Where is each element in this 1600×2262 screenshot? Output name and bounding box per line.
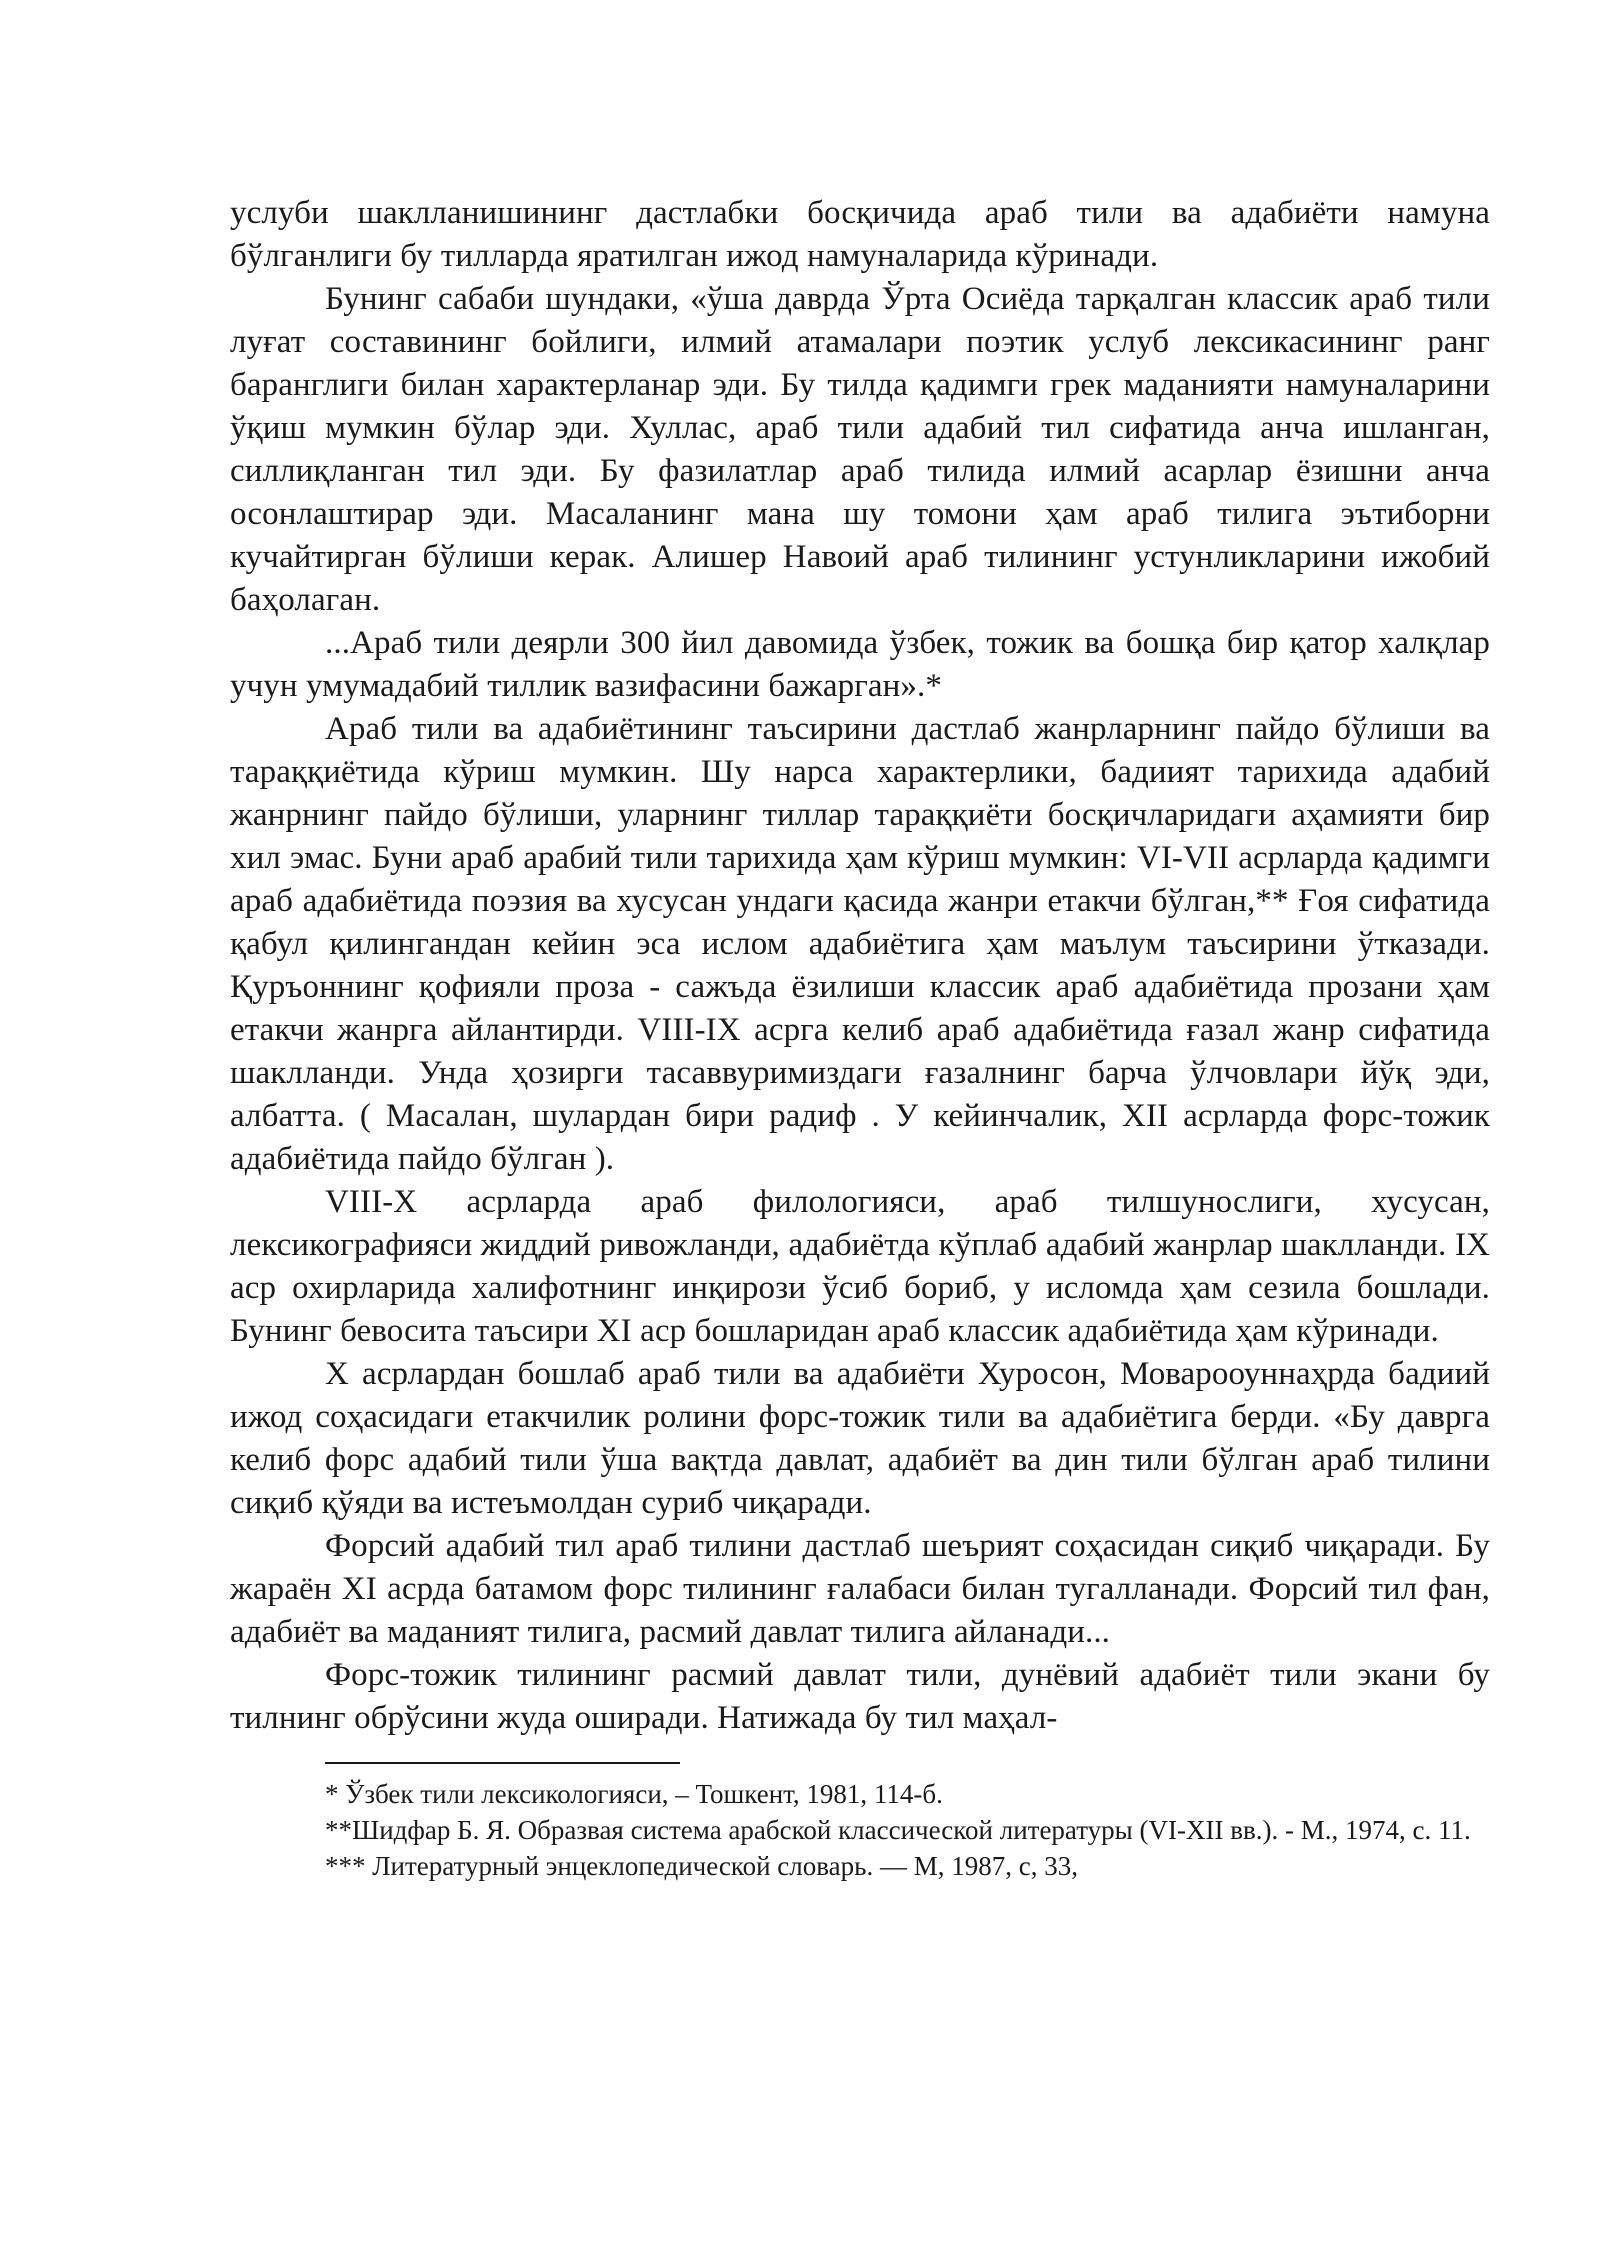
footnote: *** Литературный энцеклопедической словарь. — М, 1987, с, 33, [325, 1851, 1078, 1881]
paragraph: Бунинг сабаби шундаки, «ўша даврда Ўрта Осиёда тарқалган классик араб тили луғат составининг бойлиги, илмий атамалари поэтик услуб лексикасининг ранг баранглиги билан характерланар эди. Бу тилда қадимги грек маданияти намуналарини ўқиш мумкин бўлар эди. Хуллас, араб тили адабий тил сифатида анча ишланган, силлиқланган тил эди. Бу фазилатлар араб тилида илмий асарлар ёзишни анча осонлаштирар эди. Масаланинг мана шу томони ҳам араб тилига эътиборни кучайтирган бўлиши керак. Алишер Навоий араб тилининг устунликларини ижобий баҳолаган. [230, 281, 1490, 618]
body-text [230, 192, 1490, 1740]
paragraph: Форс-тожик тилининг расмий давлат тили, дунёвий адабиёт тили экани бу тилнинг обрўсини жуда оширади. Натижада бу тил маҳал- [230, 1657, 1490, 1736]
paragraph: Араб тили ва адабиётининг таъсирини дастлаб жанрларнинг пайдо бўлиши ва тараққиётида кўриш мумкин. Шу нарса характерлики, бадиият тарихида адабий жанрнинг пайдо бўлиши, уларнинг тиллар тараққиёти босқичларидаги аҳамияти бир хил эмас. Буни араб арабий тили тарихида ҳам кўриш мумкин: VI-VII асрларда қадимги араб адабиётида поэзия ва хусусан ундаги қасида жанри етакчи бўлган,** Ғоя сифатида қабул қилингандан кейин эса ислом адабиётига ҳам маълум таъсирини ўтказади. Қуръоннинг қофияли проза - сажъда ёзилиши классик араб адабиётида прозани ҳам етакчи жанрга айлантирди. VIII-IX асрга келиб араб адабиётида ғазал жанр сифатида шаклланди. Унда ҳозирги тасаввуримиздаги ғазалнинг барча ўлчовлари йўқ эди, албатта. ( Масалан, шулардан бири радиф . У кейинчалик, XII асрларда форс-тожик адабиётида пайдо бўлган ). [230, 711, 1490, 1177]
paragraph: ...Араб тили деярли 300 йил давомида ўзбек, тожик ва бошқа бир қатор халқлар учун умумадабий тиллик вазифасини бажарган».* [230, 625, 1490, 704]
paragraph: услуби шаклланишининг дастлабки босқичида араб тили ва адабиёти намуна бўлганлиги бу тилларда яратилган ижод намуналарида кўринади. [230, 195, 1490, 274]
paragraph: VIII-X асрларда араб филологияси, араб тилшунослиги, хусусан, лексикографияси жиддий ривожланди, адабиётда кўплаб адабий жанрлар шаклланди. IX аср охирларида халифотнинг инқирози ўсиб бориб, у исломда ҳам сезила бошлади. Бунинг бевосита таъсири XI аср бошларидан араб классик адабиётида ҳам кўринади. [230, 1184, 1490, 1349]
footnote-separator [325, 1762, 680, 1764]
paragraph: X асрлардан бошлаб араб тили ва адабиёти Хуросон, Моварооуннаҳрда бадиий ижод соҳасидаги етакчилик ролини форс-тожик тили ва адабиётига берди. «Бу даврга келиб форс адабий тили ўша вақтда давлат, адабиёт ва дин тили бўлган араб тилини сиқиб қўяди ва истеъмолдан суриб чиқаради. [230, 1356, 1490, 1521]
footnotes [230, 1776, 1490, 1884]
footnote: * Ўзбек тили лексикологияси, – Тошкент, 1981, 114-б. [325, 1779, 943, 1809]
document-page [230, 192, 1490, 1884]
paragraph: Форсий адабий тил араб тилини дастлаб шеърият соҳасидан сиқиб чиқаради. Бу жараён XI асрда батамом форс тилининг ғалабаси билан тугалланади. Форсий тил фан, адабиёт ва маданият тилига, расмий давлат тилига айланади... [230, 1528, 1490, 1650]
footnote: **Шидфар Б. Я. Образвая система арабской классической литературы (VI-XII вв.). - М., 1974, с. 11. [325, 1815, 1471, 1845]
